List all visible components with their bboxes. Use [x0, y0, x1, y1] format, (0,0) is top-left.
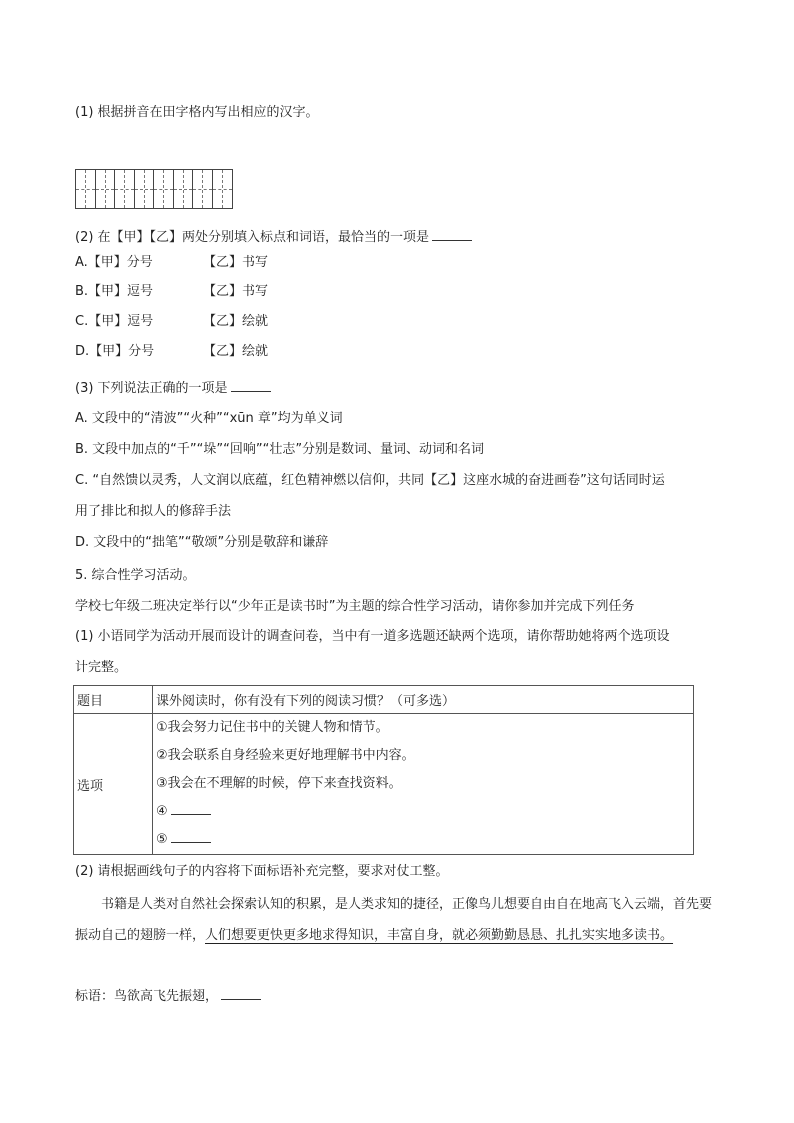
q3-option-d[interactable]: D. 文段中的“拙笔”“敬颂”分别是敬辞和谦辞	[75, 535, 329, 550]
survey-table	[73, 685, 694, 855]
q3-option-c[interactable]: C. “自然馈以灵秀，人文润以底蕴，红色精神燃以信仰，共同【乙】这座水城的奋进画卷”这句话同时运	[75, 473, 665, 488]
q3-option-a[interactable]: A. 文段中的“清波”“火种”“xūn 章”均为单义词	[75, 411, 343, 426]
answer-blank[interactable]	[171, 802, 211, 815]
grid-cell[interactable]	[213, 170, 233, 208]
survey-option-5: ⑤	[156, 826, 690, 854]
grid-cell[interactable]	[115, 170, 135, 208]
answer-blank[interactable]	[231, 379, 271, 392]
tianzige-grid[interactable]	[75, 169, 233, 209]
survey-key-question: 题目	[74, 686, 153, 714]
slogan-line: 标语：鸟欲高飞先振翅，	[75, 987, 261, 1007]
grid-cell[interactable]	[174, 170, 194, 208]
q2-prompt: (2) 在【甲】【乙】两处分别填入标点和词语，最恰当的一项是	[75, 228, 472, 248]
grid-cell[interactable]	[154, 170, 174, 208]
survey-option: ③我会在不理解的时候，停下来查找资料。	[156, 776, 402, 791]
survey-question: 课外阅读时，你有没有下列的阅读习惯？（可多选）	[153, 686, 694, 714]
q2-option-a[interactable]: A.【甲】分号 【乙】书写	[75, 255, 269, 270]
q3-option-b[interactable]: B. 文段中加点的“千”“垛”“回响”“壮志”分别是数词、量词、动词和名词	[75, 442, 485, 457]
answer-blank[interactable]	[171, 830, 211, 843]
grid-cell[interactable]	[193, 170, 213, 208]
reading-passage: 书籍是人类对自然社会探索认知的积累，是人类求知的捷径，正像鸟儿想要自由自在地高飞入云端，首先要振动自己的翅膀一样，人们想要更快更多地求得知识，丰富自身，就必须勤勤恳恳、扎扎实实地多读书。	[75, 897, 713, 943]
q3-option-c-cont: 用了排比和拟人的修辞手法	[75, 504, 232, 519]
grid-cell[interactable]	[96, 170, 116, 208]
q1-prompt: (1) 根据拼音在田字格内写出相应的汉字。	[75, 105, 319, 120]
survey-option: ②我会联系自身经验来更好地理解书中内容。	[156, 748, 415, 763]
q2-option-b[interactable]: B.【甲】逗号 【乙】书写	[75, 284, 269, 299]
q5-title: 5. 综合性学习活动。	[75, 568, 196, 583]
q3-prompt: (3) 下列说法正确的一项是	[75, 379, 271, 399]
survey-options	[153, 714, 694, 855]
q2-option-c[interactable]: C.【甲】逗号 【乙】绘就	[75, 314, 269, 329]
survey-option: ①我会努力记住书中的关键人物和情节。	[156, 720, 389, 735]
survey-option-4: ④	[156, 798, 690, 826]
answer-blank[interactable]	[432, 228, 472, 241]
survey-key-options: 选项	[74, 714, 153, 855]
q5-sub1-cont: 计完整。	[75, 660, 128, 675]
grid-cell[interactable]	[135, 170, 155, 208]
underlined-sentence: 人们想要更快更多地求得知识，丰富自身，就必须勤勤恳恳、扎扎实实地多读书。	[205, 928, 674, 943]
grid-cell[interactable]	[76, 170, 96, 208]
q5-sub2: (2) 请根据画线句子的内容将下面标语补充完整，要求对仗工整。	[75, 864, 449, 879]
q5-sub1: (1) 小语同学为活动开展而设计的调查问卷，当中有一道多选题还缺两个选项，请你帮助她将两个选项设	[75, 629, 670, 644]
answer-blank[interactable]	[221, 987, 261, 1000]
q2-option-d[interactable]: D.【甲】分号 【乙】绘就	[75, 344, 269, 359]
q5-intro: 学校七年级二班决定举行以“少年正是读书时”为主题的综合性学习活动，请你参加并完成下列任务	[75, 599, 635, 614]
